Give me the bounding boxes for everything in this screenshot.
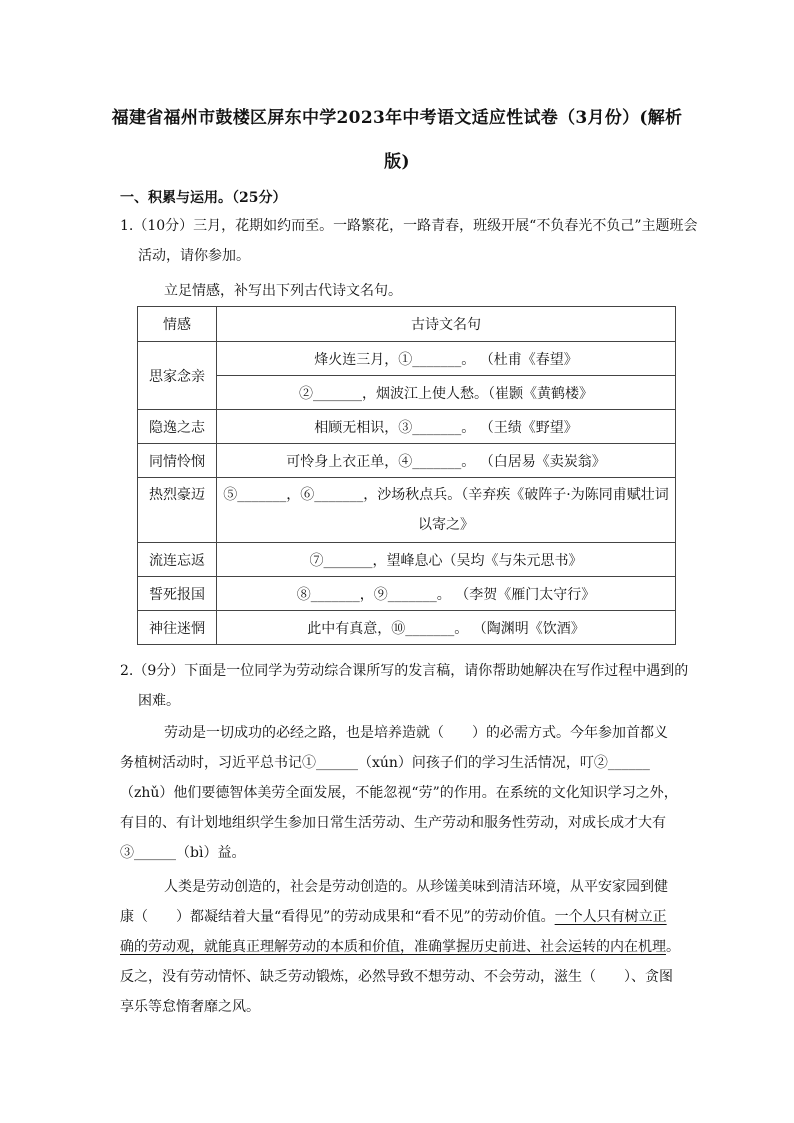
table-row [138, 444, 676, 478]
paragraph-text: 。反之，没有劳动情怀、缺乏劳动锻炼，必然导致不想劳动、不会劳动，滋生（ ）、贪图享乐等怠惰奢靡之风。 [120, 939, 680, 1015]
table-header-row [138, 307, 676, 342]
poem-table [137, 306, 676, 645]
table-row [138, 478, 676, 543]
table-cell-emotion: 隐逸之志 [138, 410, 217, 444]
table-cell-emotion: 神往迷惘 [138, 611, 217, 645]
table-cell-emotion: 流连忘返 [138, 543, 217, 577]
table-row [138, 376, 676, 410]
table-cell-emotion: 誓死报国 [138, 577, 217, 611]
question-1-text: 1.（10分）三月，花期如约而至。一路繁花，一路青春，班级开展“不负春光不负己”主题班会活动，请你参加。 [120, 218, 698, 264]
table-cell-poem: ⑦_______，望峰息心（吴均《与朱元思书》 [217, 543, 676, 577]
table-cell-poem: 烽火连三月，①_______。 （杜甫《春望》 [217, 342, 676, 376]
table-cell-poem: 此中有真意，⑩_______。 （陶渊明《饮酒》 [217, 611, 676, 645]
question-2-paragraph-2 [120, 872, 680, 1022]
underlined-sentence: 一个人只有树立正确的劳动观，就能真正理解劳动的本质和价值，准确掌握历史前进、社会运转的内在机理 [120, 909, 667, 955]
table-row [138, 543, 676, 577]
table-cell-emotion: 热烈豪迈 [138, 478, 217, 543]
table-cell-emotion: 思家念亲 [138, 342, 217, 410]
table-cell-poem: ⑤_______，⑥_______，沙场秋点兵。（辛弃疾《破阵子·为陈同甫赋壮词以寄之》 [217, 478, 676, 543]
table-cell-poem: ⑧_______，⑨_______。 （李贺《雁门太守行》 [217, 577, 676, 611]
table-row [138, 342, 676, 376]
table-cell-poem: 可怜身上衣正单，④_______。 （白居易《卖炭翁》 [217, 444, 676, 478]
question-2-text: 2.（9分）下面是一位同学为劳动综合课所写的发言稿，请你帮助她解决在写作过程中遇到的困难。 [120, 663, 689, 709]
table-header: 情感 [138, 307, 217, 342]
table-cell-poem: ②_______，烟波江上使人愁。（崔颢《黄鹤楼》 [217, 376, 676, 410]
exam-title: 福建省福州市鼓楼区屏东中学2023年中考语文适应性试卷（3月份）(解析版) [111, 108, 683, 172]
table-header: 古诗文名句 [217, 307, 676, 342]
question-2-paragraph-1: 劳动是一切成功的必经之路，也是培养造就（ ）的必需方式。今年参加首都义务植树活动时，习近平总书记①______（xún）问孩子们的学习生活情况，叮②______（zhǔ）他们要德智体美劳全面发展，不能忽视“劳”的作用。在系统的文化知识学习之外，有目的、有计划地组织学生参加日常生活劳动、生产劳动和服务性劳动，对成长成才大有③______（bì）益。 [120, 725, 678, 861]
question-1-instruction: 立足情感，补写出下列古代诗文名句。 [164, 283, 402, 299]
section-heading: 一、积累与运用。（25分） [120, 190, 287, 206]
paragraph-text: 人类是劳动创造的，社会是劳动创造的。从珍馐美味到清洁环境，从平安家园到健康（ ）都凝结着大量“看得见”的劳动成果和“看不见”的劳动价值。 [120, 879, 668, 925]
table-cell-emotion: 同情怜悯 [138, 444, 217, 478]
table-row [138, 577, 676, 611]
table-cell-poem: 相顾无相识，③_______。 （王绩《野望》 [217, 410, 676, 444]
table-row [138, 410, 676, 444]
table-row [138, 611, 676, 645]
